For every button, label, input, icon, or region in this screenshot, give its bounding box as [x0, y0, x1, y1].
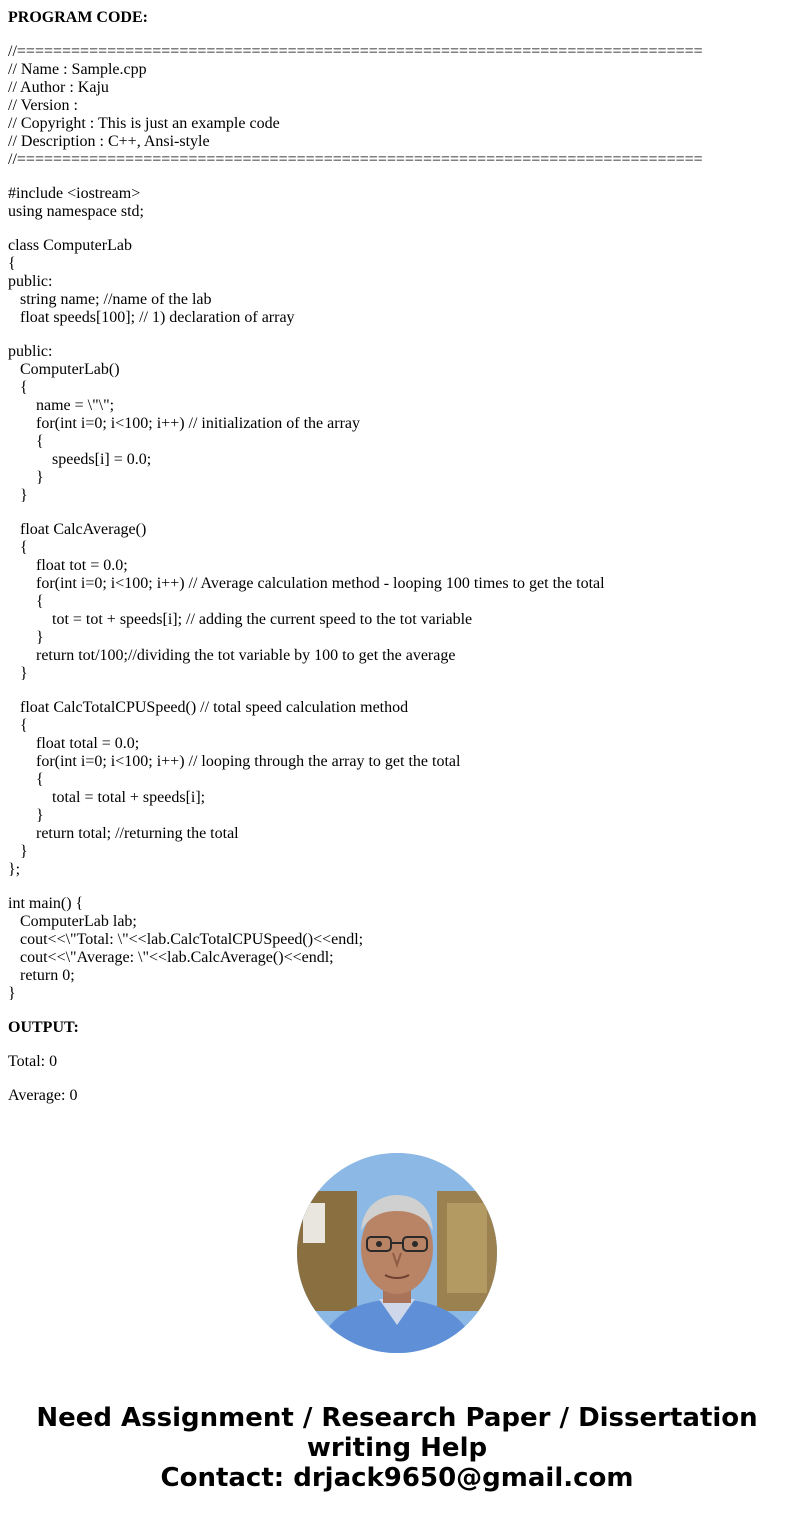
code-line: cout<<\"Total: \"<<lab.CalcTotalCPUSpeed()<<endl; — [20, 931, 364, 948]
author-avatar — [297, 1153, 497, 1353]
code-line: { — [20, 379, 28, 396]
code-line: for(int i=0; i<100; i++) // initialization of the array — [36, 415, 361, 432]
code-line: // Version : — [8, 97, 78, 114]
code-line: for(int i=0; i<100; i++) // Average calculation method - looping 100 times to get the total — [36, 575, 605, 592]
program-code-heading: PROGRAM CODE: — [8, 9, 148, 26]
code-line: public: — [8, 273, 53, 290]
code-line: } — [36, 807, 44, 824]
code-line: ComputerLab() — [20, 361, 120, 378]
include-block — [8, 185, 788, 221]
code-line: #include <iostream> — [8, 185, 141, 202]
code-line: float CalcTotalCPUSpeed() // total speed calculation method — [20, 699, 409, 716]
code-line: return 0; — [20, 967, 75, 984]
code-line: // Author : Kaju — [8, 79, 109, 96]
person-photo-icon — [297, 1153, 497, 1353]
calc-average-block — [8, 521, 788, 683]
code-line: return tot/100;//dividing the tot variable by 100 to get the average — [36, 647, 456, 664]
code-line: } — [36, 629, 44, 646]
code-line: int main() { — [8, 895, 84, 912]
promo-banner — [0, 1403, 794, 1493]
output-total: Total: 0 — [8, 1053, 58, 1070]
code-line: string name; //name of the lab — [20, 291, 212, 308]
code-line: cout<<\"Average: \"<<lab.CalcAverage()<<endl; — [20, 949, 334, 966]
code-line: { — [36, 771, 44, 788]
code-line: { — [8, 255, 16, 272]
code-line: } — [20, 487, 28, 504]
promo-line: Need Assignment / Research Paper / Dissertation — [36, 1403, 758, 1433]
code-line: float speeds[100]; // 1) declaration of array — [20, 309, 295, 326]
code-line: total = total + speeds[i]; — [52, 789, 206, 806]
code-line: float tot = 0.0; — [36, 557, 128, 574]
code-line: float CalcAverage() — [20, 521, 147, 538]
code-line: { — [20, 539, 28, 556]
promo-contact: Contact: drjack9650@gmail.com — [160, 1463, 634, 1493]
code-line: float total = 0.0; — [36, 735, 140, 752]
code-line: name = \"\"; — [36, 397, 115, 414]
code-line: // Name : Sample.cpp — [8, 61, 147, 78]
code-line: } — [20, 843, 28, 860]
code-line: public: — [8, 343, 53, 360]
promo-line: writing Help — [306, 1433, 488, 1463]
code-line: class ComputerLab — [8, 237, 132, 254]
code-line: // Copyright : This is just an example code — [8, 115, 280, 132]
code-line: speeds[i] = 0.0; — [52, 451, 152, 468]
code-line: for(int i=0; i<100; i++) // looping through the array to get the total — [36, 753, 461, 770]
code-line: //============================================================================ — [8, 151, 703, 168]
code-line: }; — [8, 861, 21, 878]
code-line: //============================================================================ — [8, 43, 703, 60]
output-heading: OUTPUT: — [8, 1019, 79, 1036]
calc-total-block — [8, 699, 788, 879]
document — [8, 9, 788, 1121]
code-line: } — [36, 469, 44, 486]
code-line: ComputerLab lab; — [20, 913, 137, 930]
code-line: } — [8, 985, 16, 1002]
constructor-block — [8, 343, 788, 505]
code-line: { — [20, 717, 28, 734]
output-average: Average: 0 — [8, 1087, 78, 1104]
code-line: } — [20, 665, 28, 682]
code-line: return total; //returning the total — [36, 825, 239, 842]
code-line: { — [36, 433, 44, 450]
code-line: using namespace std; — [8, 203, 144, 220]
header-comment-block — [8, 43, 788, 169]
code-line: tot = tot + speeds[i]; // adding the current speed to the tot variable — [52, 611, 473, 628]
code-line: // Description : C++, Ansi-style — [8, 133, 210, 150]
code-line: { — [36, 593, 44, 610]
main-function-block — [8, 895, 788, 1003]
class-declaration-block — [8, 237, 788, 327]
